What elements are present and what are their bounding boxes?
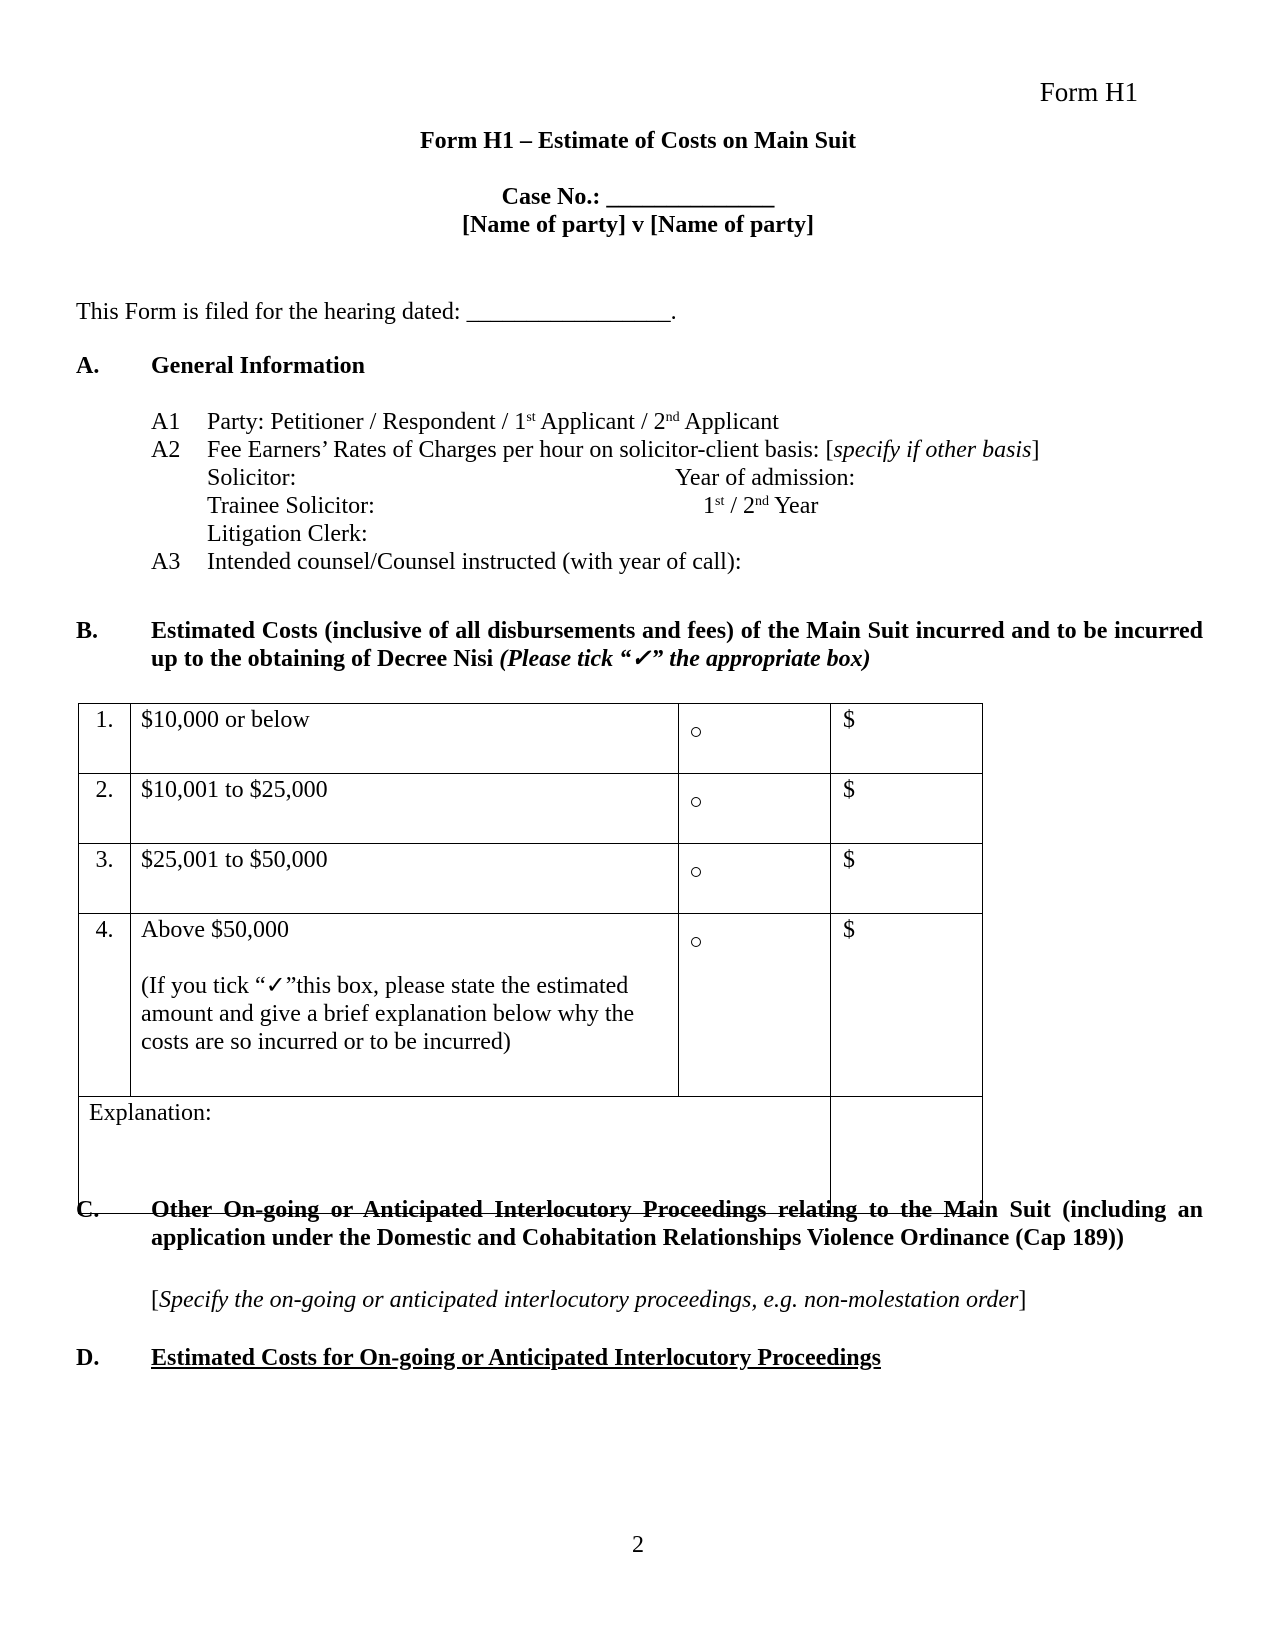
section-d-letter: D. bbox=[76, 1345, 100, 1371]
amount-cell[interactable]: $ bbox=[831, 774, 983, 844]
page-title: Form H1 – Estimate of Costs on Main Suit bbox=[420, 128, 856, 154]
tick-box[interactable] bbox=[679, 914, 831, 1097]
amount-cell[interactable]: $ bbox=[831, 704, 983, 774]
clerk-label: Litigation Clerk: bbox=[207, 521, 368, 547]
cost-table bbox=[78, 703, 983, 1214]
section-d-heading: Estimated Costs for On-going or Anticipated Interlocutory Proceedings bbox=[151, 1345, 881, 1371]
hearing-date-line: This Form is filed for the hearing dated: _________________. bbox=[76, 299, 677, 325]
row-label: $10,000 or below bbox=[131, 704, 679, 774]
tick-box[interactable] bbox=[679, 844, 831, 914]
page-number: 2 bbox=[632, 1532, 644, 1558]
amount-cell[interactable]: $ bbox=[831, 844, 983, 914]
section-b-heading: Estimated Costs (inclusive of all disbursements and fees) of the Main Suit incurred and to be incurred up to the obtaining of Decree Nisi (Please tick “✓” the appropriate box) bbox=[151, 618, 1203, 672]
table-row bbox=[79, 914, 983, 1097]
section-b-letter: B. bbox=[76, 618, 99, 644]
form-code: Form H1 bbox=[1039, 77, 1138, 107]
row-label: $10,001 to $25,000 bbox=[131, 774, 679, 844]
a3-counsel-line: Intended counsel/Counsel instructed (with year of call): bbox=[207, 549, 742, 575]
row-number: 4. bbox=[79, 914, 131, 1097]
a1-party-line: Party: Petitioner / Respondent / 1st Applicant / 2nd Applicant bbox=[207, 409, 779, 435]
trainee-label: Trainee Solicitor: bbox=[207, 493, 375, 519]
section-a-letter: A. bbox=[76, 353, 100, 379]
section-a-heading: General Information bbox=[151, 353, 365, 379]
row-number: 2. bbox=[79, 774, 131, 844]
solicitor-label: Solicitor: bbox=[207, 465, 297, 491]
row-label: $25,001 to $50,000 bbox=[131, 844, 679, 914]
table-row bbox=[79, 774, 983, 844]
case-number: Case No.: ______________ bbox=[501, 184, 775, 210]
section-c-note: [Specify the on-going or anticipated interlocutory proceedings, e.g. non-molestation order] bbox=[151, 1287, 1027, 1313]
trainee-year: 1st / 2nd Year bbox=[703, 493, 819, 519]
explanation-label: Explanation: bbox=[89, 1100, 212, 1126]
section-c-letter: C. bbox=[76, 1197, 100, 1223]
amount-cell[interactable]: $ bbox=[831, 914, 983, 1097]
radio-icon[interactable] bbox=[691, 867, 701, 877]
table-row bbox=[79, 704, 983, 774]
party-names: [Name of party] v [Name of party] bbox=[462, 212, 814, 238]
radio-icon[interactable] bbox=[691, 727, 701, 737]
a2-rates-line: Fee Earners’ Rates of Charges per hour on solicitor-client basis: [specify if other basis] bbox=[207, 437, 1040, 463]
a2-number: A2 bbox=[151, 437, 181, 463]
row-number: 1. bbox=[79, 704, 131, 774]
row-number: 3. bbox=[79, 844, 131, 914]
section-c-heading: Other On-going or Anticipated Interlocutory Proceedings relating to the Main Suit (including an application under the Domestic and Cohabitation Relationships Violence Ordinance (Cap 189)) bbox=[151, 1197, 1203, 1251]
a1-number: A1 bbox=[151, 409, 181, 435]
radio-icon[interactable] bbox=[691, 797, 701, 807]
row-note: (If you tick “✓”this box, please state the estimated amount and give a brief explanation below why the costs are so incurred or to be incurred) bbox=[141, 973, 635, 1055]
tick-box[interactable] bbox=[679, 774, 831, 844]
tick-box[interactable] bbox=[679, 704, 831, 774]
table-row bbox=[79, 844, 983, 914]
radio-icon[interactable] bbox=[691, 937, 701, 947]
row-label-cell bbox=[131, 914, 679, 1097]
row-label: Above $50,000 bbox=[141, 917, 289, 943]
a3-number: A3 bbox=[151, 549, 181, 575]
year-of-admission-label: Year of admission: bbox=[675, 465, 856, 491]
